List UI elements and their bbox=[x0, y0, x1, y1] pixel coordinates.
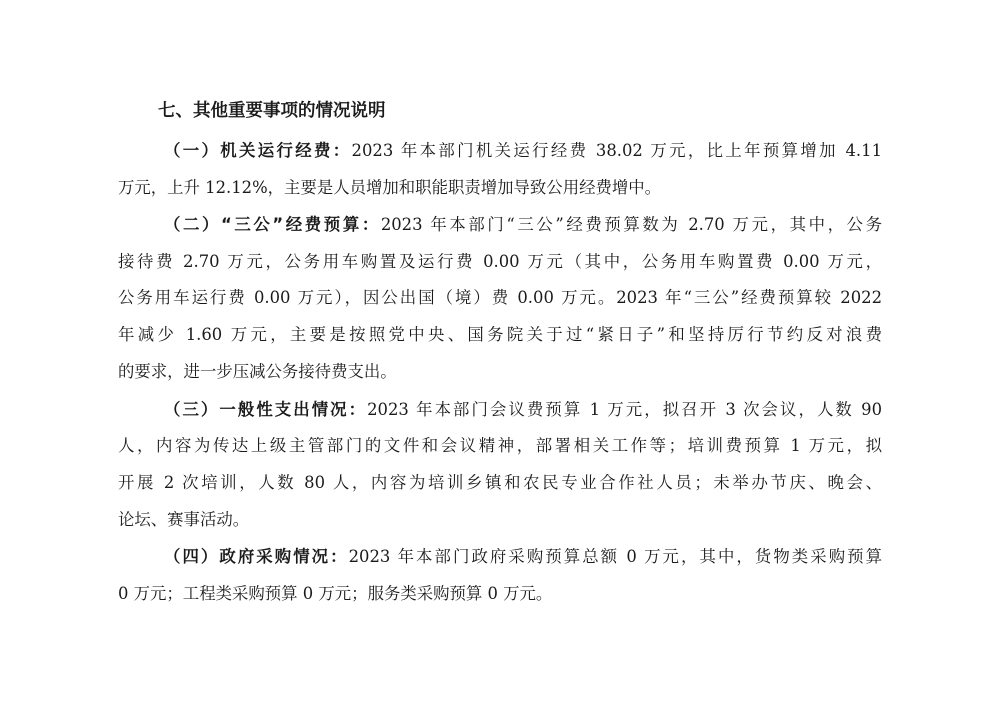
paragraph-1-heading: （一）机关运行经费： bbox=[164, 141, 352, 160]
paragraph-3-line-1 bbox=[164, 398, 882, 422]
paragraph-4-line-1 bbox=[164, 545, 882, 569]
paragraph-2-line-3: 公务用车运行费 0.00 万元），因公出国（境）费 0.00 万元。2023 年“三公”经费预算较 2022 bbox=[118, 288, 882, 307]
paragraph-2-line-2: 接待费 2.70 万元，公务用车购置及运行费 0.00 万元（其中，公务用车购置费 0.00 万元， bbox=[118, 252, 882, 271]
paragraph-2-heading: （二）“三公”经费预算： bbox=[164, 215, 381, 234]
paragraph-2-line-1 bbox=[164, 213, 882, 237]
paragraph-4-heading: （四）政府采购情况： bbox=[164, 547, 349, 566]
paragraph-4-line-2: 0 万元；工程类采购预算 0 万元；服务类采购预算 0 万元。 bbox=[118, 584, 553, 603]
paragraph-3-line-2: 人，内容为传达上级主管部门的文件和会议精神，部署相关工作等；培训费预算 1 万元，拟 bbox=[118, 436, 882, 455]
paragraph-2-line-4: 年减少 1.60 万元，主要是按照党中央、国务院关于过“紧日子”和坚持厉行节约反对浪费 bbox=[118, 325, 882, 344]
paragraph-3-line-4: 论坛、赛事活动。 bbox=[118, 510, 250, 529]
paragraph-1-line-1 bbox=[164, 139, 882, 163]
paragraph-3-text-1: 2023 年本部门会议费预算 1 万元，拟召开 3 次会议，人数 90 bbox=[367, 400, 883, 419]
section-title: 七、其他重要事项的情况说明 bbox=[158, 101, 386, 121]
paragraph-3-heading: （三）一般性支出情况： bbox=[164, 400, 368, 419]
paragraph-3-line-3: 开展 2 次培训，人数 80 人，内容为培训乡镇和农民专业合作社人员；未举办节庆、晚会、 bbox=[118, 473, 882, 492]
paragraph-2-text-1: 2023 年本部门“三公”经费预算数为 2.70 万元，其中，公务 bbox=[380, 215, 882, 234]
paragraph-2-line-5: 的要求，进一步压减公务接待费支出。 bbox=[118, 362, 397, 381]
paragraph-4-text-1: 2023 年本部门政府采购预算总额 0 万元，其中，货物类采购预算 bbox=[348, 547, 883, 566]
paragraph-1-text-1: 2023 年本部门机关运行经费 38.02 万元，比上年预算增加 4.11 bbox=[351, 141, 882, 160]
paragraph-1-line-2: 万元，上升 12.12%，主要是人员增加和职能职责增加导致公用经费增中。 bbox=[118, 178, 662, 197]
